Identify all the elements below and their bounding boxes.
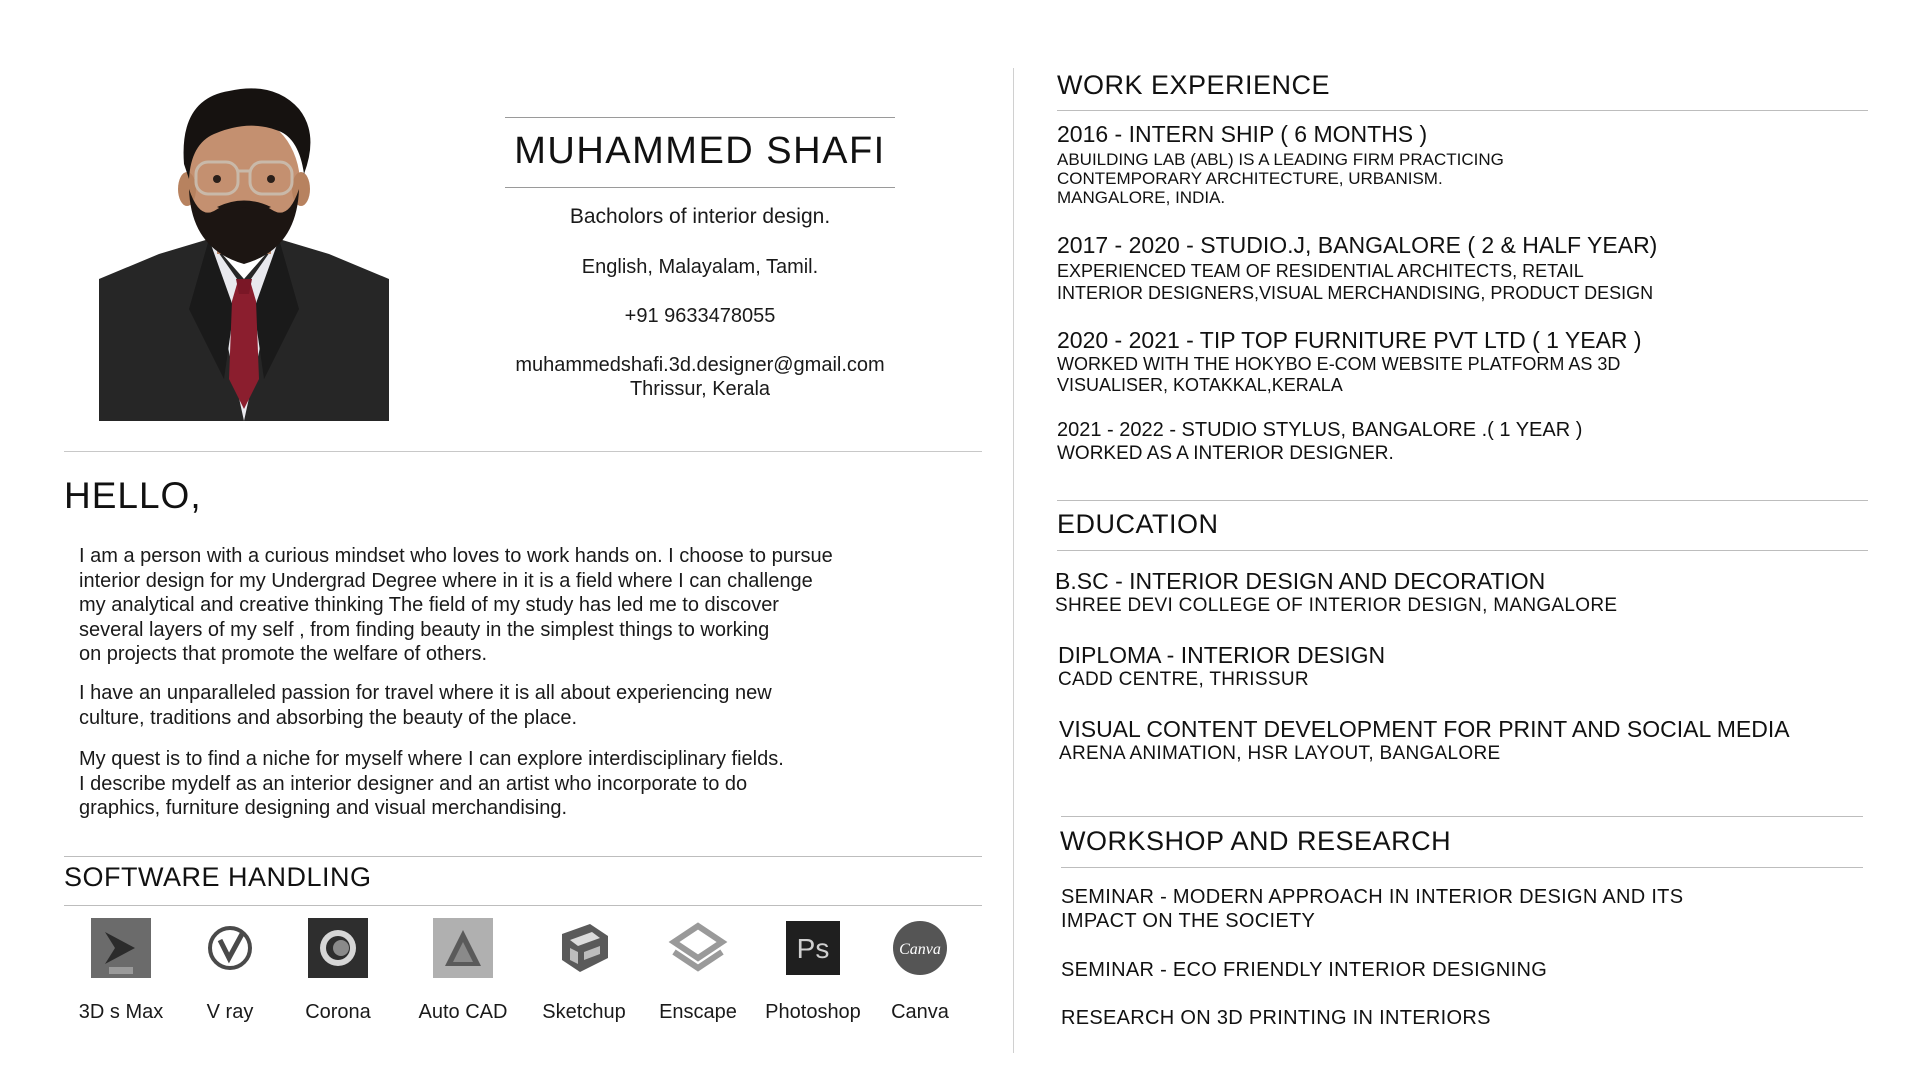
job-title: 2017 - 2020 - STUDIO.J, BANGALORE ( 2 & HALF YEAR): [1057, 232, 1658, 258]
education-institution: CADD CENTRE, THRISSUR: [1058, 669, 1309, 690]
education-top-rule: [1057, 500, 1868, 501]
portrait-illustration: [99, 79, 389, 421]
software-item-enscape: [643, 918, 753, 1023]
software-item-canva: [865, 918, 975, 1023]
software-item-photoshop: [758, 918, 868, 1023]
software-label: Photoshop: [765, 1001, 861, 1023]
enscape-icon: [668, 918, 728, 978]
work-heading-rule: [1057, 110, 1868, 111]
software-item-vray: [175, 918, 285, 1023]
paragraph-line: graphics, furniture designing and visual merchandising.: [79, 797, 568, 819]
software-label: Sketchup: [542, 1001, 626, 1023]
paragraph-line: interior design for my Undergrad Degree where in it is a field where I can challenge: [79, 569, 813, 592]
intro-paragraph-2: [79, 681, 979, 730]
software-top-rule: [64, 856, 982, 857]
education-title: DIPLOMA - INTERIOR DESIGN: [1058, 642, 1386, 668]
workshop-heading: WORKSHOP AND RESEARCH: [1060, 826, 1452, 856]
job-desc-line: CONTEMPORARY ARCHITECTURE, URBANISM.: [1057, 169, 1443, 188]
corona-icon: [308, 918, 368, 978]
workshop-item: [1061, 885, 1683, 933]
software-label: Auto CAD: [418, 1001, 508, 1023]
software-label: Enscape: [659, 1001, 737, 1023]
languages-text: English, Malayalam, Tamil.: [581, 256, 819, 278]
paragraph-line: I have an unparalleled passion for travel where it is all about experiencing new: [79, 682, 772, 704]
software-label: Canva: [891, 1001, 949, 1023]
sketchup-icon: [554, 918, 614, 978]
education-title: VISUAL CONTENT DEVELOPMENT FOR PRINT AND SOCIAL MEDIA: [1059, 716, 1790, 742]
hello-heading: HELLO,: [64, 475, 202, 516]
work-experience-heading: WORK EXPERIENCE: [1057, 70, 1331, 100]
location-text: Thrissur, Kerala: [629, 378, 771, 400]
vray-icon: [200, 918, 260, 978]
software-item-corona: [283, 918, 393, 1023]
3dsmax-icon: [91, 918, 151, 978]
canva-icon: [890, 918, 950, 978]
workshop-line: SEMINAR - MODERN APPROACH IN INTERIOR DESIGN AND ITS: [1061, 886, 1684, 908]
job-title: 2021 - 2022 - STUDIO STYLUS, BANGALORE .( 1 YEAR ): [1057, 419, 1583, 441]
paragraph-line: culture, traditions and absorbing the beauty of the place.: [79, 706, 578, 729]
job-description: [1057, 354, 1620, 396]
workshop-line: IMPACT ON THE SOCIETY: [1061, 910, 1316, 932]
workshop-bottom-rule: [1061, 867, 1863, 868]
job-title: 2020 - 2021 - TIP TOP FURNITURE PVT LTD ( 1 YEAR ): [1057, 327, 1642, 353]
job-desc-line: WORKED WITH THE HOKYBO E-COM WEBSITE PLATFORM AS 3D: [1057, 354, 1621, 374]
software-item-sketchup: [529, 918, 639, 1023]
job-description: [1057, 150, 1504, 207]
header-divider: [64, 451, 982, 452]
degree-text: Bacholors of interior design.: [569, 205, 831, 228]
education-institution: SHREE DEVI COLLEGE OF INTERIOR DESIGN, MANGALORE: [1055, 595, 1618, 616]
job-description: [1057, 260, 1653, 304]
workshop-item: [1061, 958, 1547, 982]
software-label: 3D s Max: [78, 1001, 164, 1023]
autocad-icon: [433, 918, 493, 978]
column-divider: [1013, 68, 1014, 1053]
software-bottom-rule: [64, 905, 982, 906]
software-label: Corona: [305, 1001, 371, 1023]
job-desc-line: EXPERIENCED TEAM OF RESIDENTIAL ARCHITECTS, RETAIL: [1057, 261, 1584, 281]
phone-text: +91 9633478055: [624, 305, 776, 327]
paragraph-line: I describe mydelf as an interior designer and an artist who incorporate to do: [79, 772, 748, 795]
intro-paragraph-1: [79, 544, 979, 667]
name-top-rule: [505, 117, 895, 118]
paragraph-line: on projects that promote the welfare of others.: [79, 643, 487, 665]
svg-text:Canva: Canva: [899, 941, 941, 958]
intro-paragraph-3: [79, 747, 979, 821]
name-bottom-rule: [505, 187, 895, 188]
candidate-name: MUHAMMED SHAFI: [514, 130, 886, 172]
paragraph-line: my analytical and creative thinking The field of my study has led me to discover: [79, 594, 779, 616]
education-title: B.SC - INTERIOR DESIGN AND DECORATION: [1055, 568, 1546, 594]
job-desc-line: ABUILDING LAB (ABL) IS A LEADING FIRM PRACTICING: [1057, 150, 1504, 169]
workshop-line: RESEARCH ON 3D PRINTING IN INTERIORS: [1061, 1007, 1491, 1029]
profile-photo: [99, 79, 389, 421]
software-item-3dsmax: [66, 918, 176, 1023]
job-desc-line: VISUALISER, KOTAKKAL,KERALA: [1057, 375, 1343, 395]
education-bottom-rule: [1057, 550, 1868, 551]
job-description: [1057, 444, 1394, 463]
photoshop-icon: [783, 918, 843, 978]
workshop-line: SEMINAR - ECO FRIENDLY INTERIOR DESIGNING: [1061, 959, 1548, 981]
paragraph-line: several layers of my self , from finding beauty in the simplest things to working: [79, 618, 770, 641]
job-desc-line: INTERIOR DESIGNERS,VISUAL MERCHANDISING, PRODUCT DESIGN: [1057, 283, 1654, 303]
education-institution: ARENA ANIMATION, HSR LAYOUT, BANGALORE: [1059, 743, 1501, 764]
job-desc-line: MANGALORE, INDIA.: [1057, 188, 1226, 207]
email-link[interactable]: muhammedshafi.3d.designer@gmail.com: [515, 354, 885, 376]
job-title: 2016 - INTERN SHIP ( 6 MONTHS ): [1057, 121, 1428, 147]
job-desc-line: WORKED AS A INTERIOR DESIGNER.: [1057, 443, 1394, 464]
paragraph-line: My quest is to find a niche for myself where I can explore interdisciplinary fields.: [79, 748, 784, 770]
workshop-top-rule: [1061, 816, 1863, 817]
education-heading: EDUCATION: [1057, 509, 1219, 539]
svg-text:Ps: Ps: [796, 933, 830, 964]
workshop-item: [1061, 1006, 1491, 1030]
software-heading: SOFTWARE HANDLING: [64, 862, 372, 892]
paragraph-line: I am a person with a curious mindset who loves to work hands on. I choose to pursue: [79, 545, 833, 567]
software-label: V ray: [206, 1001, 254, 1023]
software-item-autocad: [408, 918, 518, 1023]
